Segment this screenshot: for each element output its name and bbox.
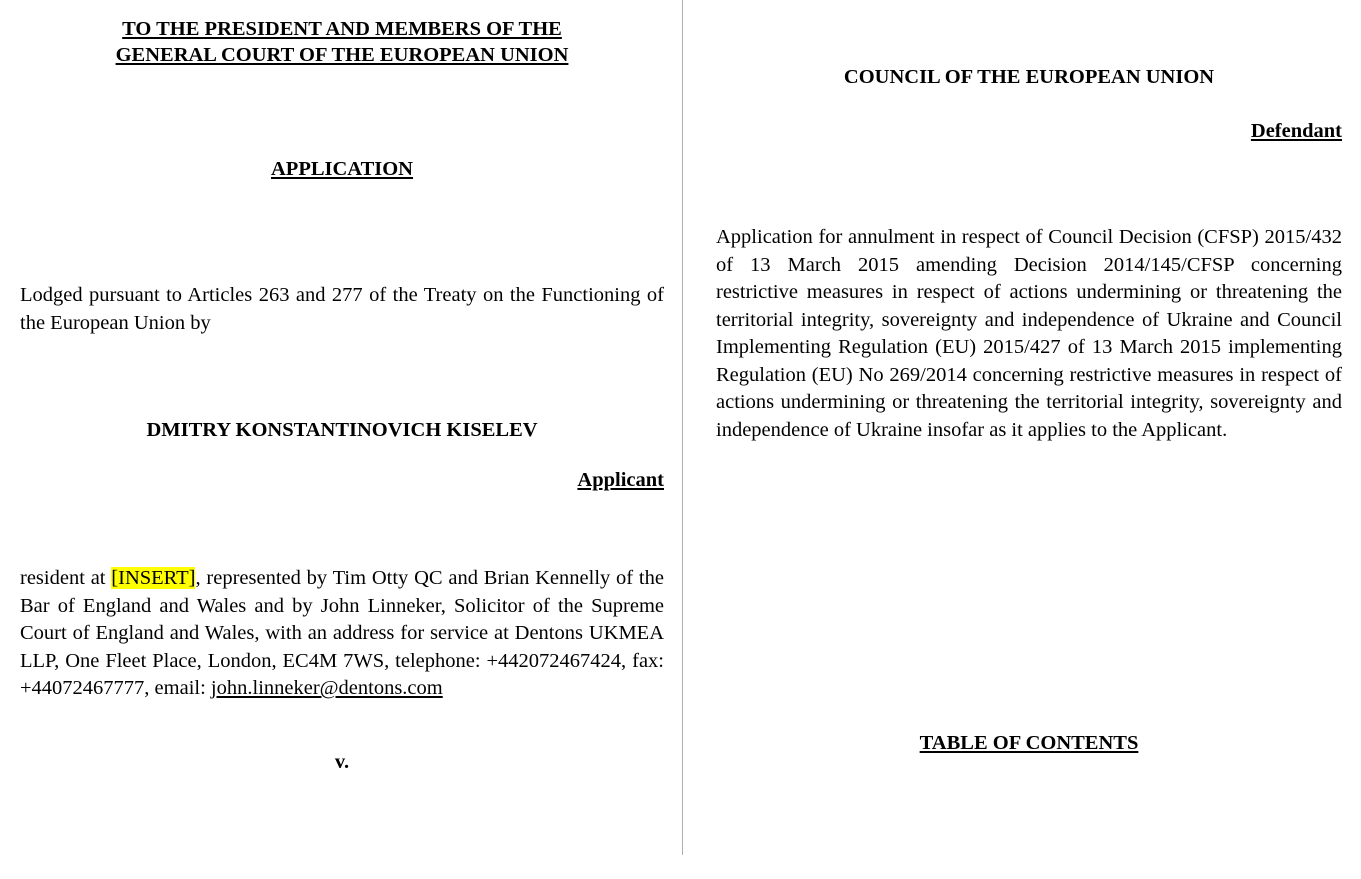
right-page-column (683, 0, 1361, 755)
versus-text: v. (334, 750, 350, 773)
versus-line (20, 751, 664, 774)
applicant-label (20, 467, 664, 493)
address-prefix-text: resident at (20, 567, 112, 589)
application-heading (20, 156, 664, 182)
email-link[interactable]: john.linneker@dentons.com (210, 677, 443, 699)
applicant-name (20, 417, 664, 443)
table-of-contents-title-text: TABLE OF CONTENTS (919, 732, 1139, 754)
defendant-label (716, 118, 1342, 144)
table-of-contents-title (716, 732, 1342, 755)
applicant-label-text: Applicant (577, 469, 664, 491)
court-heading (20, 16, 664, 68)
address-paragraph (20, 565, 664, 703)
left-page-column (0, 0, 682, 774)
address-insert-placeholder[interactable]: [INSERT] (111, 567, 196, 589)
lodged-pursuant-paragraph: Lodged pursuant to Articles 263 and 277 of the Treaty on the Functioning of the European Union by (20, 284, 664, 334)
defendant-label-text: Defendant (1250, 120, 1342, 142)
address-body-text: , represented by Tim Otty QC and Brian Kennelly of the Bar of England and Wales and by John Linneker, Solicitor of the Supreme Court of England and Wales, with an address for service at Dentons UKMEA LLP, One Fleet Place, London, EC4M 7WS, telephone: +442072467424, fax: +44072467777, email: (20, 567, 664, 699)
court-heading-line-2: GENERAL COURT OF THE EUROPEAN UNION (115, 44, 569, 66)
subject-matter-paragraph: Application for annulment in respect of Council Decision (CFSP) 2015/432 of 13 March 2015 amending Decision 2014/145/CFSP concerning restrictive measures in respect of actions undermining or threatening the territorial integrity, sovereignty and independence of Ukraine and Council Implementing Regulation (EU) 2015/427 of 13 March 2015 implementing Regulation (EU) No 269/2014 concerning restrictive measures in respect of actions undermining or threatening the territorial integrity, sovereignty and independence of Ukraine insofar as it applies to the Applicant. (716, 226, 1342, 441)
defendant-name (716, 64, 1342, 90)
applicant-name-text: DMITRY KONSTANTINOVICH KISELEV (146, 419, 538, 441)
application-heading-text: APPLICATION (271, 158, 413, 180)
court-heading-line-1: TO THE PRESIDENT AND MEMBERS OF THE (122, 18, 562, 40)
defendant-name-text: COUNCIL OF THE EUROPEAN UNION (843, 66, 1215, 88)
